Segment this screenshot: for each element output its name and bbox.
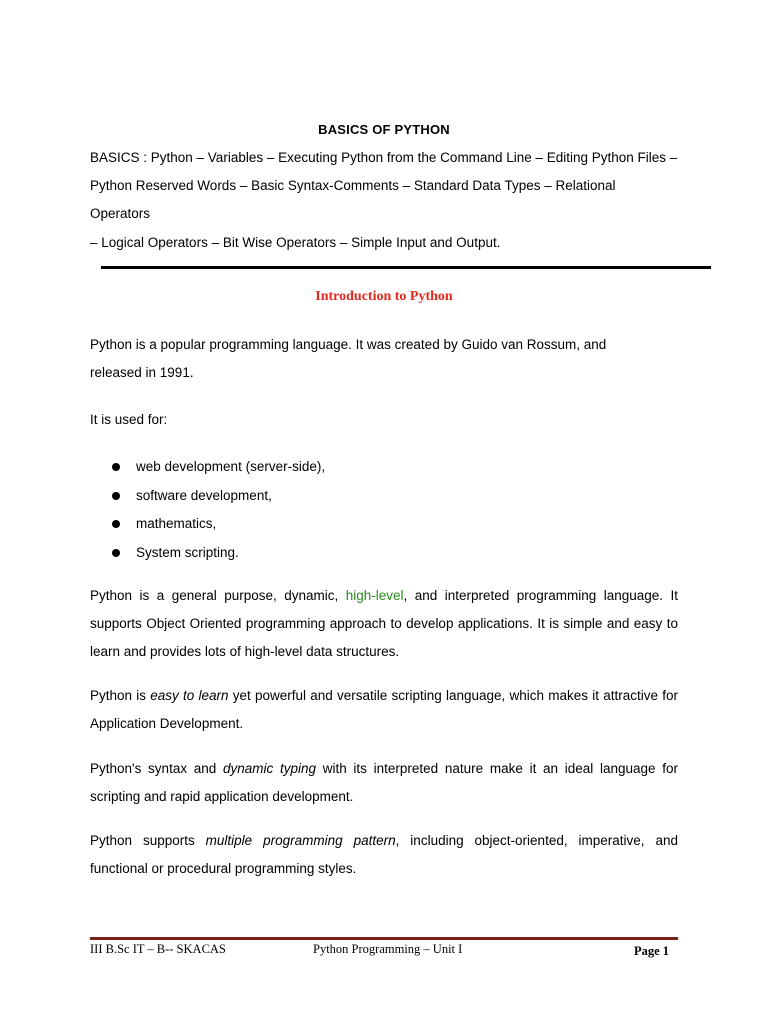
para3-text-a: Python's syntax and [90,761,224,776]
footer-subject: Python Programming – Unit I [313,942,463,956]
bullet-icon [112,549,120,557]
para2-emphasis: easy to learn [150,688,229,703]
high-level-link[interactable]: high-level [345,588,404,603]
used-for-list [90,455,325,569]
section-heading: Introduction to Python [315,289,453,304]
para3-text-b: with its interpreted nature make it an ideal language for scripting and rapid application development. [90,761,678,804]
document-title: BASICS OF PYTHON [318,122,450,137]
basics-line-3: Operators [90,206,151,221]
para1-text-b: , and interpreted programming language. It supports Object Oriented programming approach to develop applications. It is simple and easy to learn and provides lots of high-level data structures. [90,588,678,659]
bullet-icon [112,463,120,471]
list-item-text: software development, [136,487,272,503]
list-item [90,541,325,570]
footer-divider [90,937,678,940]
para3-emphasis: dynamic typing [223,761,317,776]
bullet-icon [112,492,120,500]
paragraph-easy-to-learn [90,682,678,738]
list-item [90,512,325,541]
top-divider [101,266,711,269]
page-number: Page 1 [634,944,670,958]
used-for-label: It is used for: [90,412,168,427]
para4-emphasis: multiple programming pattern [205,833,396,848]
para4-text-b: , including object-oriented, imperative, and functional or procedural programming styles. [90,833,678,876]
list-item-text: web development (server-side), [136,459,326,474]
footer-course: III B.Sc IT – B-- SKACAS [90,942,226,956]
list-item-text: mathematics, [136,516,217,531]
intro-line-1: Python is a popular programming language. It was created by Guido van Rossum, and [90,337,607,352]
para1-text-a: Python is a general purpose, dynamic, [90,588,346,603]
para2-text-b: yet powerful and versatile scripting language, which makes it attractive for Application Development. [90,688,679,731]
para4-text-a: Python supports [90,833,206,848]
paragraph-paradigms [90,827,678,883]
bullet-icon [112,520,120,528]
intro-line-2: released in 1991. [90,365,194,380]
basics-line-2: Python Reserved Words – Basic Syntax-Comments – Standard Data Types – Relational [90,178,616,193]
paragraph-general-purpose [90,582,678,666]
basics-line-4: – Logical Operators – Bit Wise Operators – Simple Input and Output. [90,235,501,250]
para2-text-a: Python is [90,688,151,703]
list-item [90,484,325,513]
intro-paragraph [90,331,678,387]
paragraph-syntax [90,755,678,811]
list-item-text: System scripting. [136,544,239,560]
list-item [90,455,325,484]
basics-line-1: BASICS : Python – Variables – Executing Python from the Command Line – Editing Python Files – [90,150,678,165]
